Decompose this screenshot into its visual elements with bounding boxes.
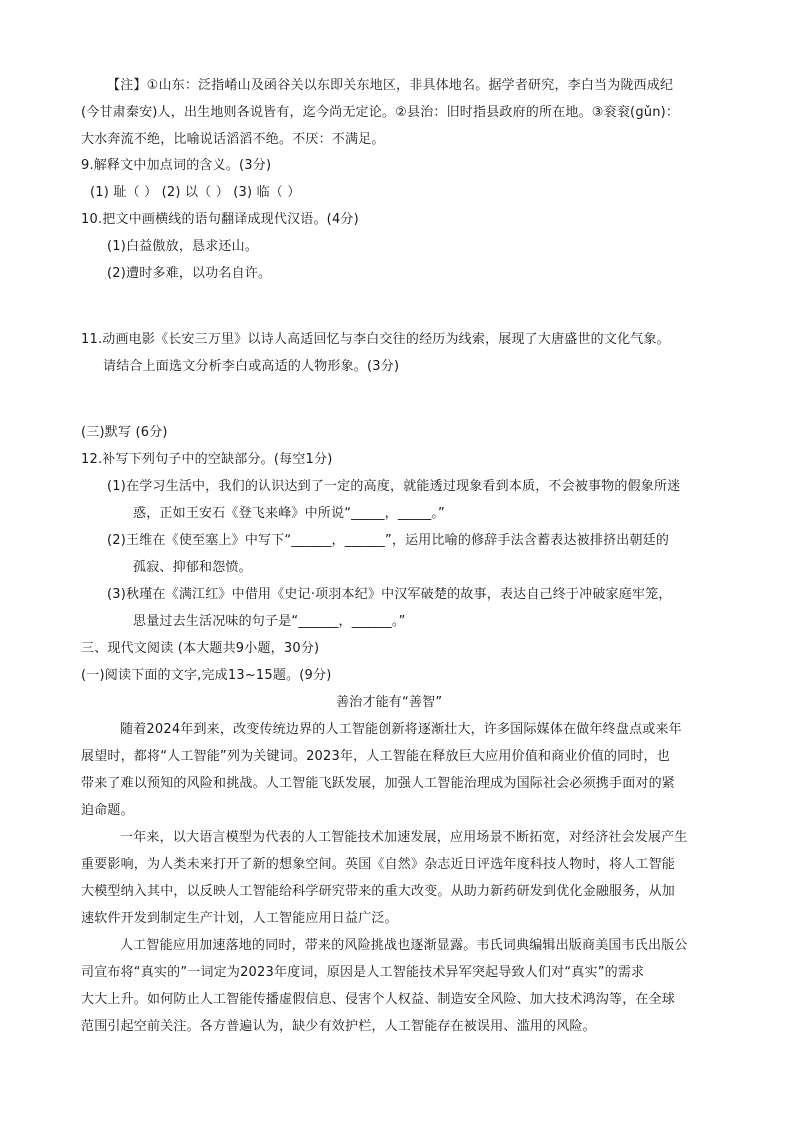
question-12-item-1-line-2: 惑，正如王安石《登飞来峰》中所说“_____，_____。” xyxy=(133,506,445,521)
question-11-line-2: 请结合上面选文分析李白或高适的人物形象。(3分) xyxy=(103,359,400,374)
question-12-item-1-line-1: (1)在学习生活中，我们的认识达到了一定的高度，就能透过现象看到本质，不会被事物的假象所迷 xyxy=(107,479,681,494)
reading-instruction: (一)阅读下面的文字,完成13~15题。(9分) xyxy=(81,668,332,683)
question-10: 10.把文中画横线的语句翻译成现代汉语。(4分) xyxy=(81,212,359,227)
paragraph-2-line-4: 速软件开发到制定生产计划，人工智能应用日益广泛。 xyxy=(81,911,398,926)
paragraph-2-line-1: 一年来，以大语言模型为代表的人工智能技术加速发展，应用场景不断拓宽，对经济社会发展产生 xyxy=(120,830,688,845)
paragraph-3-line-2: 司宣布将“真实的”一词定为2023年度词，原因是人工智能技术异军突起导致人们对“真实”的需求 xyxy=(81,965,645,980)
note-line-2: (今甘肃秦安)人，出生地则各说皆有，迄今尚无定论。②县治：旧时指县政府的所在地。③衮衮(gǔn)： xyxy=(81,105,680,120)
question-10-item-1: (1)白益傲放，恳求还山。 xyxy=(107,239,259,254)
question-12-item-2-line-1: (2)王维在《使至塞上》中写下“______，______”，运用比喻的修辞手法含蓄表达被排挤出朝廷的 xyxy=(107,533,670,548)
question-9: 9.解释文中加点词的含义。(3分) xyxy=(81,158,272,173)
question-9-items: (1) 耻（ ） (2) 以（ ） (3) 临（ ） xyxy=(90,185,301,200)
paragraph-2-line-3: 大模型纳入其中，以反映人工智能给科学研究带来的重大改变。从助力新药研发到优化金融服务，从加 xyxy=(81,884,676,899)
paragraph-2-line-2: 重要影响，为人类未来打开了新的想象空间。英国《自然》杂志近日评选年度科技人物时，将人工智能 xyxy=(81,857,676,872)
paragraph-3-line-4: 范围引起空前关注。各方普遍认为，缺少有效护栏，人工智能存在被误用、滥用的风险。 xyxy=(81,1019,596,1034)
question-12-item-3-line-1: (3)秋瑾在《满江红》中借用《史记·项羽本纪》中汉军破楚的故事，表达自己终于冲破家庭牢笼， xyxy=(107,587,672,602)
note-line-1: 【注】①山东：泛指崤山及函谷关以东即关东地区，非具体地名。据学者研究，李白当为陇西成纪 xyxy=(107,78,674,93)
paragraph-1-line-1: 随着2024年到来，改变传统边界的人工智能创新将逐渐壮大，许多国际媒体在做年终盘点或来年 xyxy=(120,722,682,737)
question-12-item-2-line-2: 孤寂、抑郁和怨愤。 xyxy=(133,560,252,575)
section-modern-reading-heading: 三、现代文阅读 (本大题共9小题，30分) xyxy=(81,641,320,656)
section-dictation-heading: (三)默写 (6分) xyxy=(81,425,168,440)
paragraph-1-line-2: 展望时，都将“人工智能”列为关键词。2023年，人工智能在释放巨大应用价值和商业价值的同时，也 xyxy=(81,749,670,764)
question-12-item-3-line-2: 思量过去生活况味的句子是“______，______。” xyxy=(133,614,406,629)
paragraph-1-line-4: 迫命题。 xyxy=(81,803,134,818)
question-11-line-1: 11.动画电影《长安三万里》以诗人高适回忆与李白交往的经历为线索，展现了大唐盛世的文化气象。 xyxy=(81,332,670,347)
paragraph-3-line-1: 人工智能应用加速落地的同时，带来的风险挑战也逐渐显露。韦氏词典编辑出版商美国韦氏出版公 xyxy=(120,938,688,953)
paragraph-3-line-3: 大大上升。如何防止人工智能传播虚假信息、侵害个人权益、制造安全风险、加大技术鸿沟等，在全球 xyxy=(81,992,676,1007)
note-line-3: 大水奔流不绝，比喻说话滔滔不绝。不厌：不满足。 xyxy=(81,132,385,147)
paragraph-1-line-3: 带来了难以预知的风险和挑战。人工智能飞跃发展，加强人工智能治理成为国际社会必须携手面对的紧 xyxy=(81,776,676,791)
question-10-item-2: (2)遭时多难，以功名自许。 xyxy=(107,266,272,281)
question-12: 12.补写下列句子中的空缺部分。(每空1分) xyxy=(81,452,333,467)
article-title: 善治才能有“善智” xyxy=(336,695,443,710)
